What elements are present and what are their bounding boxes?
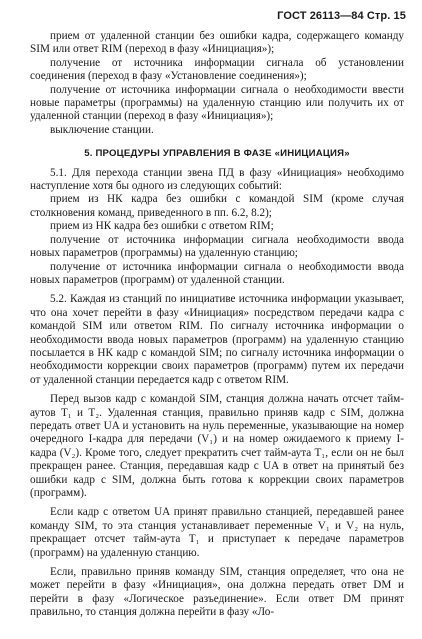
section-title: 5. ПРОЦЕДУРЫ УПРАВЛЕНИЯ В ФАЗЕ «ИНИЦИАЦИЯ» [84,148,350,160]
page-number: Стр. 15 [366,10,406,22]
list-item: прием из НК кадра без ошибки с командой SIM (кроме случая столкновения команд, приведенного в пп. 6.2, 8.2); [30,193,404,219]
list-item: получение от источника информации сигнала необходимости ввода новых параметров (программы) на удаленную станцию; [30,233,404,260]
paragraph: Перед вызов кадр с командой SIM, станция должна начать отсчет тайм-аутов T₁ и T₂. Удаленная станция, правильно приняв кадр с SIM, должна передать ответ UA и установить на нуль переменные, указывающие на номер очередного I-кадра для передачи (V₁) и на номер ожидаемого к приему I-кадра (V₂). Кроме того, следует прекратить счет тайм-аута T₁, если он не был прекращен ранее. Станция, передавшая кадр с UA в ответ на принятый без ошибки кадр с SIM, должна быть готова к коррекции своих параметров (программ). [30,393,404,499]
page-header [277,10,406,22]
paragraph: получение от источника информации сигнала о необходимости ввести новые параметры (программы) на удаленную станцию или получить их от удаленной станции (переход в фазу «Инициация»); [30,83,404,123]
paragraph: выключение станции. [50,123,154,136]
document-body [30,30,404,620]
paragraph-5-2: 5.2. Каждая из станций по инициативе источника информации указывает, что она хочет перейти в фазу «Инициация» посредством передачи кадра с командой SIM или ответом RIM. По сигналу источника информации о необходимости ввода новых параметров (программ) на удаленную станцию посылается в НК кадр с командой SIM; по сигналу источника информации о необходимости коррекции своих параметров (программ) путем их передачи от удаленной станции передается кадр с ответом RIM. [30,293,404,386]
paragraph: получение от источника информации сигнала об установлении соединения (переход в фазу «Установление соединения»); [30,56,404,83]
paragraph: Если кадр с ответом UA принят правильно станцией, передавшей ранее команду SIM, то эта станция устанавливает переменные V₁ и V₂ на нуль, прекращает отсчет тайм-аута T₁ и приступает к передаче параметров (программ) на удаленную станцию. [30,506,404,559]
standard-number: ГОСТ 26113—84 [277,10,364,22]
paragraph: Если, правильно приняв команду SIM, станция определяет, что она не может перейти в фазу «Инициация», она должна передать ответ DM и перейти в фазу «Логическое разъединение». Если ответ DM принят правильно, то станция должна перейти в фазу «Ло- [30,566,404,619]
list-item: получение от источника информации сигнала о необходимости ввода новых параметров (программ) от удаленной станции. [30,260,404,286]
list-item: прием из НК кадра без ошибки с ответом RIM; [50,220,274,233]
paragraph: прием от удаленной станции без ошибки кадра, содержащего команду SIM или ответ RIM (переход в фазу «Инициация»); [30,30,404,56]
paragraph-5-1: 5.1. Для перехода станции звена ПД в фазу «Инициация» необходимо наступление хотя бы одного из следующих событий: [30,166,404,193]
